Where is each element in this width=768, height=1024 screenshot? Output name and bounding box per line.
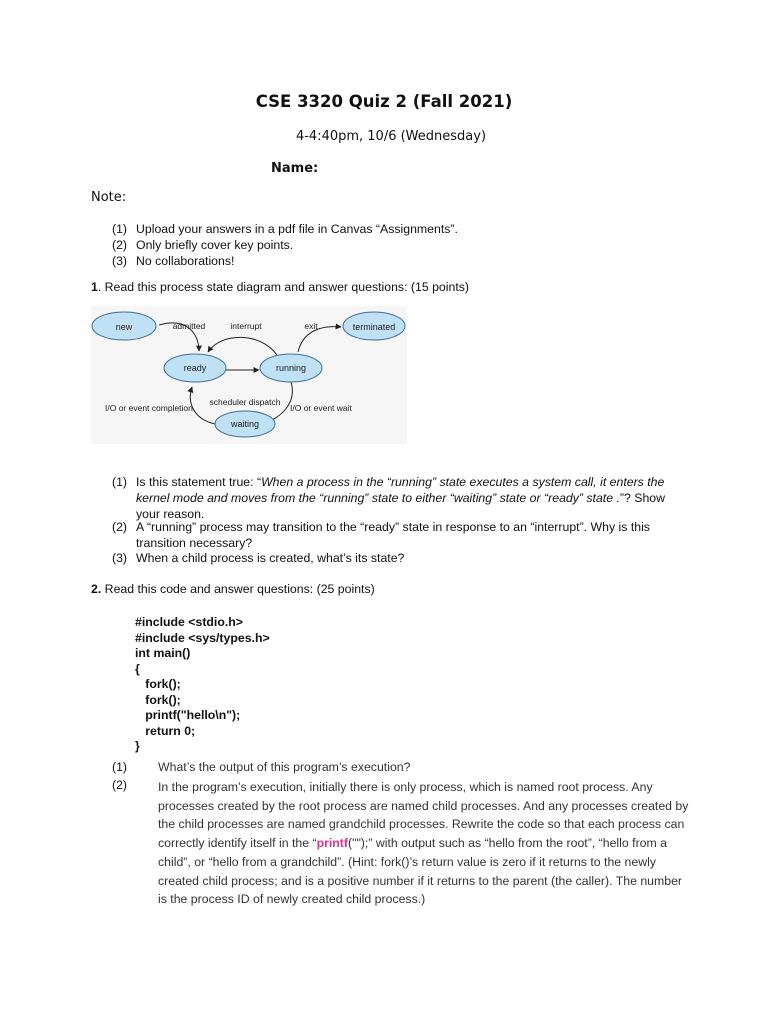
note-item-num: (3) — [112, 254, 128, 268]
quiz-time: 4-4:40pm, 10/6 (Wednesday) — [295, 129, 487, 144]
note-item-num: (2) — [112, 238, 128, 252]
question-item-post: ”? Show your reason. — [136, 491, 666, 521]
note-label: Note: — [91, 190, 127, 205]
code-line: printf("hello\n"); — [135, 708, 241, 722]
code-block — [135, 615, 270, 755]
note-item — [112, 237, 692, 253]
code-line: #include <sys/types.h> — [135, 630, 270, 645]
question-2-item-2 — [112, 778, 692, 909]
label-terminated: terminated — [352, 322, 396, 332]
code-line: fork(); — [135, 677, 181, 691]
label-admitted: admitted — [172, 321, 206, 331]
code-line: } — [135, 739, 140, 753]
question-item-text: A “running” process may transition to the “ready” state in response to an “interrupt”. Why is this transition necessary? — [136, 520, 650, 550]
note-item-text: Upload your answers in a pdf file in Canvas “Assignments”. — [136, 222, 458, 236]
label-io-completion: I/O or event completion — [105, 403, 193, 413]
code-line: fork(); — [135, 692, 181, 707]
question-item-text — [158, 778, 692, 909]
printf-args: (""); — [347, 836, 369, 851]
code-line: #include <stdio.h> — [135, 615, 243, 629]
question-1-text: . Read this process state diagram and answer questions: (15 points) — [97, 280, 469, 294]
question-item-pre: Is this statement true: “ — [136, 475, 262, 489]
note-item — [112, 221, 692, 237]
question-item-num: (1) — [112, 475, 128, 489]
note-item — [112, 253, 692, 269]
name-label: Name: — [271, 161, 319, 176]
code-line: return 0; — [135, 723, 196, 738]
question-1-item-3 — [112, 550, 687, 566]
note-item-text: Only briefly cover key points. — [136, 238, 294, 252]
question-2-number: 2. — [91, 582, 102, 596]
question-item-num: (1) — [112, 760, 128, 774]
question-2-heading — [91, 581, 375, 597]
question-text-part-a: In the program’s execution, initially there is only process, which is named root process. Any processes created by the root process are named child processes. And any processes created by the child processes are named grandchild processes. Rewrite the code so that each process can correctly identify itself in the “ — [158, 780, 689, 851]
question-text-part-b: ” with output such as “hello from the root”, “hello from a child”, or “hello from a grandchild”. (Hint: fork()’s return value is zero if it returns to the newly created child process; and is a positive number if it returns to the parent (the caller). The number is the process ID of newly created child process.) — [158, 836, 683, 907]
label-new: new — [115, 322, 133, 332]
label-io-wait: I/O or event wait — [290, 403, 352, 413]
question-item-text: What’s the output of this program’s execution? — [158, 760, 411, 774]
question-item-num: (2) — [112, 520, 128, 534]
question-item-num: (3) — [112, 551, 128, 565]
question-item-text — [136, 474, 687, 522]
quiz-title: CSE 3320 Quiz 2 (Fall 2021) — [255, 92, 513, 111]
question-item-italic: When a process in the “running” state executes a system call, it enters the kernel mode and moves from the “running” state to either “waiting” state or “ready” state . — [136, 475, 665, 505]
code-line: { — [135, 661, 140, 676]
note-item-num: (1) — [112, 222, 128, 236]
question-2-text: Read this code and answer questions: (25 points) — [101, 582, 375, 596]
printf-keyword: printf — [316, 836, 348, 851]
question-1-number: 1 — [91, 280, 98, 294]
question-item-num: (2) — [112, 778, 128, 792]
question-1-item-2 — [112, 519, 687, 551]
question-1-heading — [91, 279, 469, 295]
label-waiting: waiting — [230, 419, 260, 429]
label-running: running — [275, 363, 307, 373]
question-item-text: When a child process is created, what’s its state? — [136, 551, 405, 565]
code-line: int main() — [135, 646, 191, 660]
label-interrupt: interrupt — [230, 321, 262, 331]
process-state-diagram — [91, 306, 407, 444]
label-scheduler-dispatch: scheduler dispatch — [209, 397, 281, 407]
question-2-item-1 — [112, 760, 692, 774]
label-ready: ready — [183, 363, 207, 373]
label-exit: exit — [304, 321, 318, 331]
note-item-text: No collaborations! — [136, 254, 235, 268]
question-1-item-1 — [112, 474, 687, 522]
